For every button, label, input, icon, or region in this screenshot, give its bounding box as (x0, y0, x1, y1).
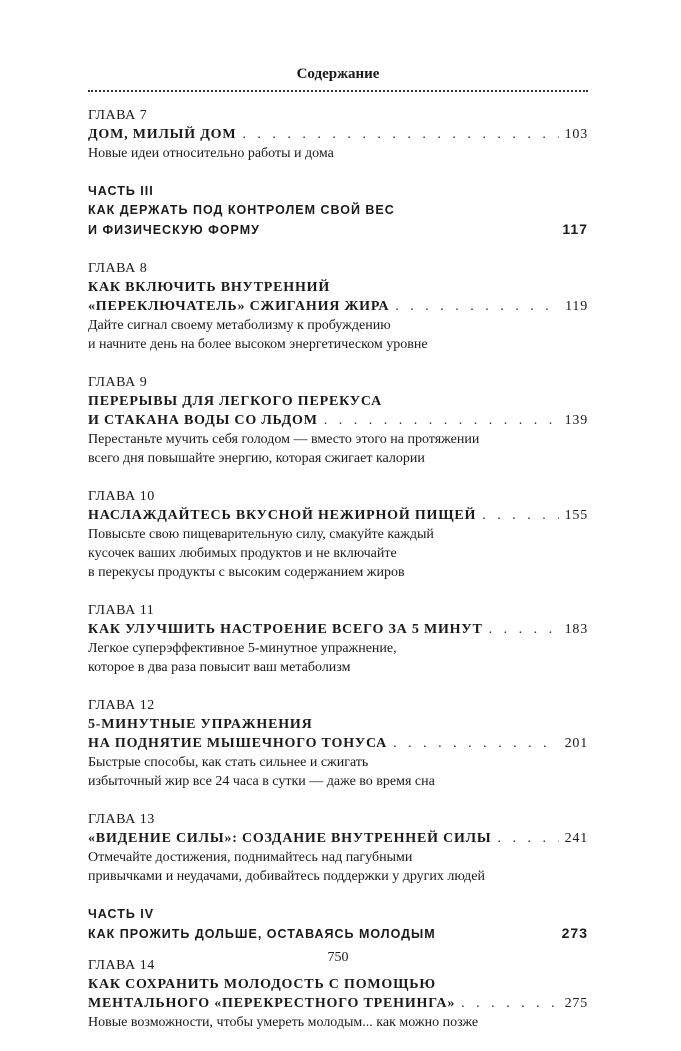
entry-page-number: 155 (564, 508, 588, 523)
entry-description: и начните день на более высоком энергетическом уровне (88, 337, 428, 352)
entry-page-number: 103 (564, 127, 588, 142)
entry-page-number: 117 (562, 221, 588, 237)
header-dotted-rule (88, 90, 588, 92)
entry-title: И ФИЗИЧЕСКУЮ ФОРМУ (88, 223, 260, 237)
entry-description: избыточный жир все 24 часа в сутки — даже во время сна (88, 774, 435, 789)
toc-entry-part-4 (88, 905, 588, 944)
entry-description: кусочек ваших любимых продуктов и не включайте (88, 546, 397, 561)
toc-entry-chapter-8 (88, 259, 588, 354)
toc-entry-chapter-7 (88, 106, 588, 163)
entry-description: Отмечайте достижения, поднимайтесь над пагубными (88, 850, 413, 865)
entry-title-line: КАК ВКЛЮЧИТЬ ВНУТРЕННИЙ (88, 280, 331, 295)
entry-label: ГЛАВА 14 (88, 958, 155, 973)
page-number: 750 (327, 950, 349, 965)
entry-label: ГЛАВА 9 (88, 375, 148, 390)
entry-label: ГЛАВА 13 (88, 812, 155, 827)
entry-title-line: ПЕРЕРЫВЫ ДЛЯ ЛЕГКОГО ПЕРЕКУСА (88, 394, 382, 409)
entry-title-row (88, 924, 588, 944)
entry-title: «ПЕРЕКЛЮЧАТЕЛЬ» СЖИГАНИЯ ЖИРА (88, 299, 390, 314)
entry-label: ЧАСТЬ III (88, 184, 154, 198)
dot-leader (489, 620, 559, 639)
toc-entry-chapter-9 (88, 373, 588, 468)
dot-leader (497, 829, 558, 848)
running-header: Содержание (296, 66, 380, 82)
toc-entry-chapter-10 (88, 487, 588, 582)
entry-title: КАК ПРОЖИТЬ ДОЛЬШЕ, ОСТАВАЯСЬ МОЛОДЫМ (88, 927, 436, 941)
table-of-contents (88, 106, 588, 1051)
entry-description: всего дня повышайте энергию, которая сжигает калории (88, 451, 425, 466)
dot-leader (393, 734, 559, 753)
entry-title: И СТАКАНА ВОДЫ СО ЛЬДОМ (88, 413, 318, 428)
entry-page-number: 139 (564, 413, 588, 428)
toc-entry-chapter-12 (88, 696, 588, 791)
toc-entry-chapter-13 (88, 810, 588, 886)
entry-description: Повысьте свою пищеварительную силу, смакуйте каждый (88, 527, 434, 542)
entry-title-line: КАК ДЕРЖАТЬ ПОД КОНТРОЛЕМ СВОЙ ВЕС (88, 203, 395, 217)
dot-leader (461, 994, 558, 1013)
toc-entry-part-3 (88, 182, 588, 240)
dot-leader (395, 297, 559, 316)
entry-label: ГЛАВА 11 (88, 603, 155, 618)
entry-title-row (88, 125, 588, 144)
entry-title-row (88, 734, 588, 753)
entry-title-row (88, 620, 588, 639)
entry-title: ДОМ, МИЛЫЙ ДОМ (88, 127, 237, 142)
entry-description: в перекусы продукты с высоким содержанием жиров (88, 565, 405, 580)
entry-description: Новые возможности, чтобы умереть молодым... как можно позже (88, 1015, 479, 1030)
entry-description: которое в два раза повысит ваш метаболизм (88, 660, 351, 675)
entry-title: НА ПОДНЯТИЕ МЫШЕЧНОГО ТОНУСА (88, 736, 388, 751)
dot-leader (324, 411, 559, 430)
entry-page-number: 183 (564, 622, 588, 637)
entry-description: привычками и неудачами, добивайтесь поддержки у других людей (88, 869, 485, 884)
entry-page-number: 241 (564, 831, 588, 846)
dot-leader (242, 125, 558, 144)
entry-label: ГЛАВА 10 (88, 489, 155, 504)
entry-description: Легкое суперэффективное 5-минутное упражнение, (88, 641, 397, 656)
entry-title: «ВИДЕНИЕ СИЛЫ»: СОЗДАНИЕ ВНУТРЕННЕЙ СИЛЫ (88, 831, 492, 846)
entry-label: ГЛАВА 8 (88, 261, 148, 276)
entry-title: МЕНТАЛЬНОГО «ПЕРЕКРЕСТНОГО ТРЕНИНГА» (88, 996, 456, 1011)
entry-page-number: 275 (564, 996, 588, 1011)
entry-title-row (88, 994, 588, 1013)
entry-title-line: 5-МИНУТНЫЕ УПРАЖНЕНИЯ (88, 717, 313, 732)
entry-title-row (88, 411, 588, 430)
dot-leader (482, 506, 558, 525)
toc-entry-chapter-11 (88, 601, 588, 677)
entry-description: Дайте сигнал своему метаболизму к пробуждению (88, 318, 391, 333)
entry-description: Новые идеи относительно работы и дома (88, 146, 334, 161)
entry-label: ГЛАВА 12 (88, 698, 155, 713)
entry-title-row (88, 829, 588, 848)
entry-page-number: 119 (565, 299, 588, 314)
entry-title-row (88, 220, 588, 240)
entry-label: ГЛАВА 7 (88, 108, 148, 123)
toc-entry-chapter-14 (88, 956, 588, 1032)
entry-title-line: КАК СОХРАНИТЬ МОЛОДОСТЬ С ПОМОЩЬЮ (88, 977, 436, 992)
entry-label: ЧАСТЬ IV (88, 907, 155, 921)
entry-page-number: 273 (561, 925, 588, 941)
entry-title: КАК УЛУЧШИТЬ НАСТРОЕНИЕ ВСЕГО ЗА 5 МИНУТ (88, 622, 483, 637)
entry-title-row (88, 297, 588, 316)
entry-title: НАСЛАЖДАЙТЕСЬ ВКУСНОЙ НЕЖИРНОЙ ПИЩЕЙ (88, 508, 477, 523)
entry-description: Быстрые способы, как стать сильнее и сжигать (88, 755, 369, 770)
entry-title-row (88, 506, 588, 525)
entry-description: Перестаньте мучить себя голодом — вместо этого на протяжении (88, 432, 480, 447)
entry-page-number: 201 (564, 736, 588, 751)
